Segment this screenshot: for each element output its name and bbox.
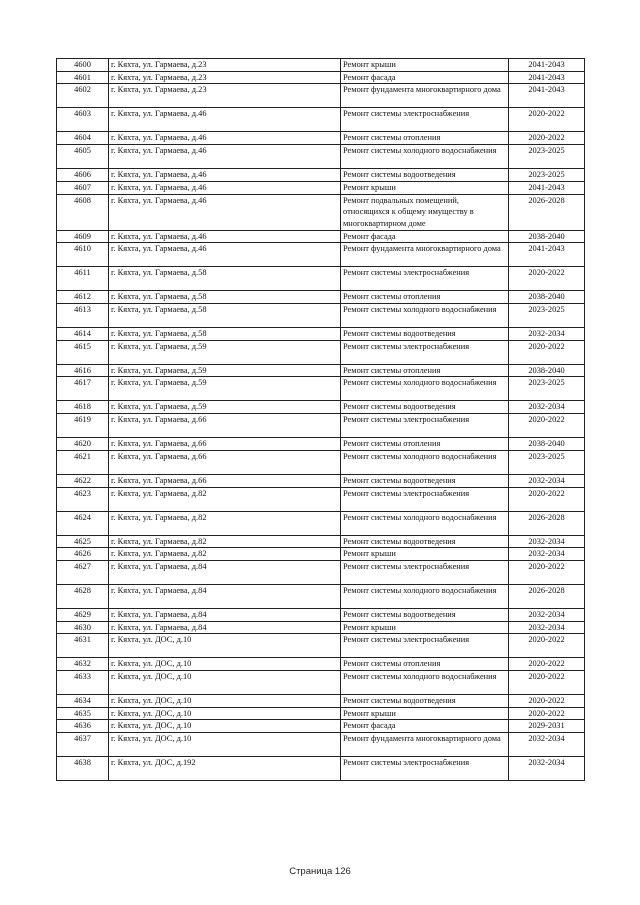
row-number-cell: 4611	[57, 267, 109, 291]
row-number-cell: 4601	[57, 71, 109, 84]
address-cell: г. Кяхта, ул. ДОС, д.10	[109, 658, 341, 671]
work-type-cell: Ремонт системы электроснабжения	[341, 108, 509, 132]
row-number-cell: 4606	[57, 169, 109, 182]
period-cell: 2026-2028	[509, 511, 585, 535]
page-number-label: Страница 126	[289, 866, 351, 877]
period-cell: 2041-2043	[509, 84, 585, 108]
period-cell: 2038-2040	[509, 230, 585, 243]
work-type-cell: Ремонт системы отопления	[341, 658, 509, 671]
table-row	[57, 511, 585, 535]
address-cell: г. Кяхта, ул. Гармаева, д.66	[109, 450, 341, 474]
row-number-cell: 4628	[57, 584, 109, 608]
row-number-cell: 4621	[57, 450, 109, 474]
table-row	[57, 707, 585, 720]
address-cell: г. Кяхта, ул. Гармаева, д.84	[109, 621, 341, 634]
row-number-cell: 4618	[57, 401, 109, 414]
row-number-cell: 4623	[57, 487, 109, 511]
work-type-cell: Ремонт системы электроснабжения	[341, 340, 509, 364]
row-number-cell: 4602	[57, 84, 109, 108]
row-number-cell: 4605	[57, 145, 109, 169]
table-row	[57, 181, 585, 194]
row-number-cell: 4607	[57, 181, 109, 194]
address-cell: г. Кяхта, ул. Гармаева, д.46	[109, 243, 341, 267]
period-cell: 2032-2034	[509, 548, 585, 561]
address-cell: г. Кяхта, ул. Гармаева, д.46	[109, 181, 341, 194]
row-number-cell: 4624	[57, 511, 109, 535]
period-cell: 2032-2034	[509, 535, 585, 548]
work-type-cell: Ремонт системы водоотведения	[341, 401, 509, 414]
table-row	[57, 304, 585, 328]
period-cell: 2026-2028	[509, 194, 585, 230]
work-type-cell: Ремонт крыши	[341, 59, 509, 72]
row-number-cell: 4619	[57, 414, 109, 438]
work-type-cell: Ремонт системы холодного водоснабжения	[341, 145, 509, 169]
table-row	[57, 132, 585, 145]
period-cell: 2032-2034	[509, 328, 585, 341]
address-cell: г. Кяхта, ул. Гармаева, д.46	[109, 169, 341, 182]
work-type-cell: Ремонт системы холодного водоснабжения	[341, 377, 509, 401]
table-row	[57, 243, 585, 267]
row-number-cell: 4612	[57, 291, 109, 304]
period-cell: 2032-2034	[509, 757, 585, 781]
table-row	[57, 695, 585, 708]
work-type-cell: Ремонт системы отопления	[341, 438, 509, 451]
work-type-cell: Ремонт системы водоотведения	[341, 695, 509, 708]
period-cell: 2020-2022	[509, 695, 585, 708]
row-number-cell: 4634	[57, 695, 109, 708]
table-row	[57, 438, 585, 451]
row-number-cell: 4627	[57, 560, 109, 584]
period-cell: 2023-2025	[509, 377, 585, 401]
work-type-cell: Ремонт крыши	[341, 707, 509, 720]
works-table	[56, 58, 585, 781]
address-cell: г. Кяхта, ул. Гармаева, д.23	[109, 59, 341, 72]
period-cell: 2041-2043	[509, 59, 585, 72]
table-row	[57, 291, 585, 304]
address-cell: г. Кяхта, ул. Гармаева, д.46	[109, 108, 341, 132]
period-cell: 2032-2034	[509, 401, 585, 414]
work-type-cell: Ремонт системы электроснабжения	[341, 414, 509, 438]
address-cell: г. Кяхта, ул. Гармаева, д.58	[109, 328, 341, 341]
address-cell: г. Кяхта, ул. Гармаева, д.46	[109, 230, 341, 243]
period-cell: 2038-2040	[509, 291, 585, 304]
row-number-cell: 4613	[57, 304, 109, 328]
row-number-cell: 4625	[57, 535, 109, 548]
work-type-cell: Ремонт системы водоотведения	[341, 169, 509, 182]
address-cell: г. Кяхта, ул. Гармаева, д.46	[109, 194, 341, 230]
table-row	[57, 377, 585, 401]
work-type-cell: Ремонт системы электроснабжения	[341, 634, 509, 658]
period-cell: 2020-2022	[509, 658, 585, 671]
address-cell: г. Кяхта, ул. Гармаева, д.58	[109, 291, 341, 304]
table-row	[57, 474, 585, 487]
work-type-cell: Ремонт фундамента многоквартирного дома	[341, 243, 509, 267]
work-type-cell: Ремонт фасада	[341, 720, 509, 733]
period-cell: 2023-2025	[509, 450, 585, 474]
address-cell: г. Кяхта, ул. Гармаева, д.66	[109, 474, 341, 487]
work-type-cell: Ремонт системы холодного водоснабжения	[341, 584, 509, 608]
work-type-cell: Ремонт крыши	[341, 548, 509, 561]
address-cell: г. Кяхта, ул. ДОС, д.10	[109, 720, 341, 733]
work-type-cell: Ремонт системы отопления	[341, 291, 509, 304]
work-type-cell: Ремонт фасада	[341, 71, 509, 84]
row-number-cell: 4638	[57, 757, 109, 781]
row-number-cell: 4622	[57, 474, 109, 487]
table-row	[57, 401, 585, 414]
address-cell: г. Кяхта, ул. Гармаева, д.84	[109, 584, 341, 608]
table-row	[57, 194, 585, 230]
table-row	[57, 59, 585, 72]
work-type-cell: Ремонт системы водоотведения	[341, 535, 509, 548]
row-number-cell: 4632	[57, 658, 109, 671]
table-row	[57, 169, 585, 182]
period-cell: 2020-2022	[509, 414, 585, 438]
address-cell: г. Кяхта, ул. Гармаева, д.82	[109, 535, 341, 548]
work-type-cell: Ремонт системы электроснабжения	[341, 757, 509, 781]
period-cell: 2041-2043	[509, 243, 585, 267]
table-row	[57, 340, 585, 364]
row-number-cell: 4609	[57, 230, 109, 243]
address-cell: г. Кяхта, ул. Гармаева, д.46	[109, 145, 341, 169]
table-row	[57, 145, 585, 169]
address-cell: г. Кяхта, ул. ДОС, д.10	[109, 634, 341, 658]
work-type-cell: Ремонт фасада	[341, 230, 509, 243]
address-cell: г. Кяхта, ул. Гармаева, д.59	[109, 401, 341, 414]
work-type-cell: Ремонт системы отопления	[341, 132, 509, 145]
table-row	[57, 450, 585, 474]
address-cell: г. Кяхта, ул. ДОС, д.10	[109, 707, 341, 720]
address-cell: г. Кяхта, ул. Гармаева, д.82	[109, 548, 341, 561]
address-cell: г. Кяхта, ул. ДОС, д.10	[109, 671, 341, 695]
work-type-cell: Ремонт системы водоотведения	[341, 474, 509, 487]
address-cell: г. Кяхта, ул. ДОС, д.10	[109, 695, 341, 708]
work-type-cell: Ремонт подвальных помещений, относящихся к общему имуществу в многоквартирном доме	[341, 194, 509, 230]
table-row	[57, 84, 585, 108]
address-cell: г. Кяхта, ул. Гармаева, д.58	[109, 267, 341, 291]
table-row	[57, 671, 585, 695]
table-row	[57, 548, 585, 561]
row-number-cell: 4614	[57, 328, 109, 341]
table-row	[57, 560, 585, 584]
row-number-cell: 4636	[57, 720, 109, 733]
address-cell: г. Кяхта, ул. Гармаева, д.84	[109, 608, 341, 621]
period-cell: 2020-2022	[509, 671, 585, 695]
table-row	[57, 487, 585, 511]
period-cell: 2023-2025	[509, 145, 585, 169]
row-number-cell: 4608	[57, 194, 109, 230]
period-cell: 2032-2034	[509, 608, 585, 621]
period-cell: 2032-2034	[509, 733, 585, 757]
work-type-cell: Ремонт системы водоотведения	[341, 608, 509, 621]
row-number-cell: 4616	[57, 364, 109, 377]
table-row	[57, 71, 585, 84]
address-cell: г. Кяхта, ул. Гармаева, д.82	[109, 511, 341, 535]
address-cell: г. Кяхта, ул. Гармаева, д.66	[109, 414, 341, 438]
period-cell: 2020-2022	[509, 267, 585, 291]
table-row	[57, 414, 585, 438]
table-row	[57, 733, 585, 757]
address-cell: г. Кяхта, ул. Гармаева, д.59	[109, 377, 341, 401]
row-number-cell: 4604	[57, 132, 109, 145]
period-cell: 2020-2022	[509, 634, 585, 658]
period-cell: 2020-2022	[509, 707, 585, 720]
address-cell: г. Кяхта, ул. Гармаева, д.66	[109, 438, 341, 451]
table-row	[57, 658, 585, 671]
work-type-cell: Ремонт системы отопления	[341, 364, 509, 377]
table-body	[57, 59, 585, 781]
address-cell: г. Кяхта, ул. Гармаева, д.58	[109, 304, 341, 328]
period-cell: 2029-2031	[509, 720, 585, 733]
period-cell: 2020-2022	[509, 340, 585, 364]
row-number-cell: 4637	[57, 733, 109, 757]
address-cell: г. Кяхта, ул. ДОС, д.192	[109, 757, 341, 781]
row-number-cell: 4626	[57, 548, 109, 561]
row-number-cell: 4610	[57, 243, 109, 267]
work-type-cell: Ремонт системы холодного водоснабжения	[341, 511, 509, 535]
table-row	[57, 535, 585, 548]
period-cell: 2032-2034	[509, 474, 585, 487]
row-number-cell: 4629	[57, 608, 109, 621]
work-type-cell: Ремонт системы холодного водоснабжения	[341, 450, 509, 474]
table-row	[57, 720, 585, 733]
table-row	[57, 621, 585, 634]
work-type-cell: Ремонт системы холодного водоснабжения	[341, 671, 509, 695]
address-cell: г. Кяхта, ул. Гармаева, д.23	[109, 84, 341, 108]
table-row	[57, 608, 585, 621]
row-number-cell: 4630	[57, 621, 109, 634]
row-number-cell: 4617	[57, 377, 109, 401]
row-number-cell: 4600	[57, 59, 109, 72]
row-number-cell: 4635	[57, 707, 109, 720]
period-cell: 2020-2022	[509, 487, 585, 511]
table-row	[57, 364, 585, 377]
work-type-cell: Ремонт системы электроснабжения	[341, 560, 509, 584]
address-cell: г. Кяхта, ул. Гармаева, д.23	[109, 71, 341, 84]
table-row	[57, 328, 585, 341]
table-row	[57, 634, 585, 658]
work-type-cell: Ремонт системы холодного водоснабжения	[341, 304, 509, 328]
table-row	[57, 108, 585, 132]
address-cell: г. Кяхта, ул. Гармаева, д.59	[109, 364, 341, 377]
period-cell: 2041-2043	[509, 71, 585, 84]
row-number-cell: 4620	[57, 438, 109, 451]
page-footer	[0, 866, 640, 877]
period-cell: 2023-2025	[509, 169, 585, 182]
work-type-cell: Ремонт фундамента многоквартирного дома	[341, 733, 509, 757]
address-cell: г. Кяхта, ул. Гармаева, д.46	[109, 132, 341, 145]
period-cell: 2038-2040	[509, 364, 585, 377]
row-number-cell: 4603	[57, 108, 109, 132]
work-type-cell: Ремонт системы водоотведения	[341, 328, 509, 341]
table-row	[57, 757, 585, 781]
address-cell: г. Кяхта, ул. ДОС, д.10	[109, 733, 341, 757]
work-type-cell: Ремонт крыши	[341, 621, 509, 634]
period-cell: 2023-2025	[509, 304, 585, 328]
period-cell: 2041-2043	[509, 181, 585, 194]
period-cell: 2020-2022	[509, 132, 585, 145]
period-cell: 2032-2034	[509, 621, 585, 634]
period-cell: 2038-2040	[509, 438, 585, 451]
row-number-cell: 4631	[57, 634, 109, 658]
address-cell: г. Кяхта, ул. Гармаева, д.84	[109, 560, 341, 584]
table-row	[57, 584, 585, 608]
work-type-cell: Ремонт фундамента многоквартирного дома	[341, 84, 509, 108]
table-row	[57, 267, 585, 291]
address-cell: г. Кяхта, ул. Гармаева, д.82	[109, 487, 341, 511]
work-type-cell: Ремонт системы электроснабжения	[341, 267, 509, 291]
period-cell: 2026-2028	[509, 584, 585, 608]
table-row	[57, 230, 585, 243]
period-cell: 2020-2022	[509, 108, 585, 132]
work-type-cell: Ремонт крыши	[341, 181, 509, 194]
row-number-cell: 4633	[57, 671, 109, 695]
row-number-cell: 4615	[57, 340, 109, 364]
address-cell: г. Кяхта, ул. Гармаева, д.59	[109, 340, 341, 364]
period-cell: 2020-2022	[509, 560, 585, 584]
work-type-cell: Ремонт системы электроснабжения	[341, 487, 509, 511]
